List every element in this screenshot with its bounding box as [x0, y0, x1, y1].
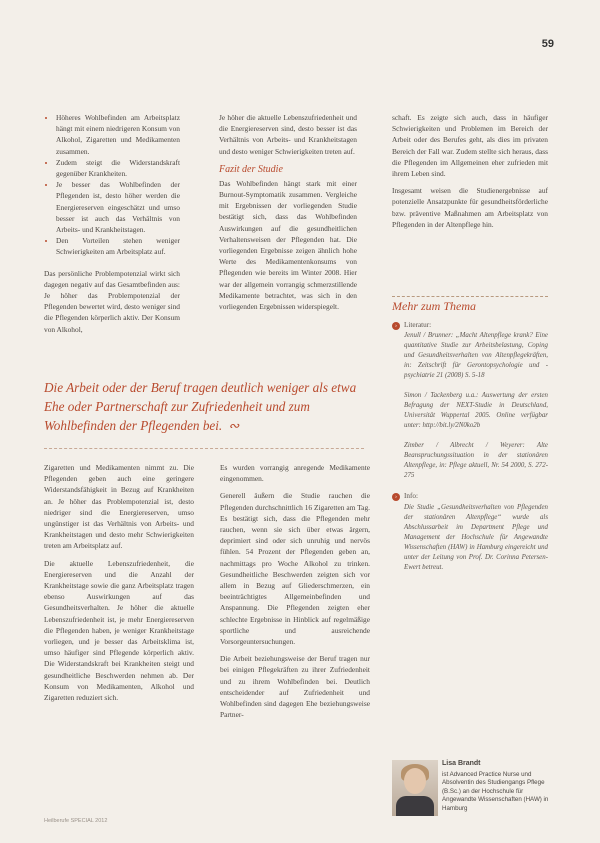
reference-item: Jenull / Brunner: „Macht Altenpflege krank? Eine quantitative Studie zur Arbeitsbelastung, Coping und Gesundheitsverhalten von Altenpflegekräften, in: Zeitschrift für Gerontopsychologie und -psychiatrie 21 (2008) S. 5-18 — [404, 332, 548, 380]
body-paragraph: Das Wohlbefinden hängt stark mit einer Burnout-Symptomatik zusammen. Vergleiche mit Ergebnissen der vorliegenden Studie bestätigt sich, dass das Wohlbefinden Auswirkungen auf die gesundheitlichen Verhaltensweisen der Pflegenden hat. Die vorliegenden Ergebnisse zeigen ähnlich hohe Werte des Medikamentenkonsums von Pflegenden wie bereits im Winter 2008. Hier war der allgemein vorrangig schmerzstillende Medikamente betrachtet, was sich in den vorliegenden Ergebnissen widerspiegelt. — [219, 178, 357, 312]
author-bio: ist Advanced Practice Nurse und Absolventin des Studiengangs Pflege (B.Sc.) an der Hochschule für Angewandte Wissenschaften (HAW) in Hamburg — [442, 770, 549, 812]
reference-item: Zimber / Albrecht / Weyerer: Alte Beanspruchungssituation in der stationären Altenpflege, in: Pflege aktuell, Nr. 54 2000, S. 272-275 — [404, 442, 548, 480]
body-paragraph: Die Arbeit beziehungsweise der Beruf tragen nur bei einigen Pflegekräften zu ihrer Zufriedenheit und zu ihrem Wohlbefinden bei. Deutlich entscheidender auf Zufriedenheit und Wohlbefinden sind dagegen Ehe beziehungsweise Partner- — [220, 654, 370, 720]
sidebar — [392, 296, 548, 583]
pull-quote — [44, 378, 374, 435]
list-item: • Höheres Wohlbefinden am Arbeitsplatz hängt mit einem niedrigeren Konsum von Alkohol, Zigaretten und Medikamenten zusammen. — [56, 112, 180, 157]
body-paragraph: Zigaretten und Medikamenten nimmt zu. Die Pflegenden geben auch eine geringere Widerstandsfähigkeit in Bezug auf Krankheiten an. Je höher das Problempotenzial ist, desto niedriger sind die Energiereserven, umso ungünstiger ist das Verhältnis von Arbeits- und Krankheitstagen und desto mehr Schwierigkeiten treten am Arbeitsplatz auf. — [44, 463, 194, 551]
body-paragraph: schaft. Es zeigte sich auch, dass in häufiger Schwierigkeiten und Problemen im Bereich der Arbeit oder des Berufes geht, als dies im privaten Bereich der Fall war. Zudem stellte sich heraus, dass die Pflegenden im Allgemeinen eher zufrieden mit ihrem Leben sind. — [392, 113, 548, 179]
col2-bottom — [220, 462, 370, 726]
author-photo — [392, 760, 438, 816]
page-number: 59 — [541, 38, 554, 50]
col3-top — [392, 112, 548, 236]
list-item: • Den Vorteilen stehen weniger Schwierigkeiten am Arbeitsplatz auf. — [56, 235, 180, 257]
info-heading — [392, 491, 548, 502]
section-subhead: Fazit der Studie — [219, 163, 283, 175]
body-paragraph: Die aktuelle Lebenszufriedenheit, die Energiereserven und die Anzahl der Krankheitstage sowie die ganz Arbeitsplatz tragen ebenso Auswirkungen auf das Gesundheitsverhalten. Je höher die aktuelle Lebenszufriedenheit ist, je mehr Energiereserven die Pflegenden haben, je weniger Krankheitstage vorliegen, und je besser das Arbeitsklima ist, umso häufiger sind Pflegende körperlich aktiv. Die Widerstandskraft bei Krankheiten steigt und gesundheitliche Beschwerden nehmen ab. Der Konsum von Medikamenten, Alkohol und Zigaretten reduziert sich. — [44, 558, 194, 703]
pull-quote-text: Die Arbeit oder der Beruf tragen deutlich weniger als etwa Ehe oder Partnerschaft zur Zufriedenheit und zum Wohlbefinden der Pflegenden bei. — [44, 380, 357, 433]
literature-label: Literatur: — [404, 321, 432, 330]
col1-bottom — [44, 462, 194, 709]
info-text: Die Studie „Gesundheitsverhalten von Pflegenden der stationären Altenpflege“ wurde als Abschlussarbeit im Department Pflege und Management der Hochschule für Angewandte Wissenschaften (HAW) in Hamburg eingereicht und unter der Leitung von Prof. Dr. Corinna Petersen-Ewert betreut. — [404, 503, 548, 571]
col1-top — [44, 112, 180, 341]
literature-heading — [392, 320, 548, 331]
list-item: • Zudem steigt die Widerstandskraft gegenüber Krankheiten. — [56, 157, 180, 179]
author-name: Lisa Brandt — [442, 760, 481, 767]
bullet-list — [44, 112, 180, 258]
body-paragraph: Je höher die aktuelle Lebenszufriedenheit und die Energiereserven sind, desto besser ist das Verhältnis von Arbeits- und Krankheitstagen und desto weniger Schwierigkeiten treten auf. — [219, 113, 357, 156]
list-item: • Je besser das Wohlbefinden der Pflegenden ist, desto höher werden die Energiereserven eingeschätzt und umso besser ist auch das Verhältnis von Arbeits- und Krankheitstagen. — [56, 179, 180, 235]
arrow-icon: › — [392, 322, 400, 330]
sidebar-title: Mehr zum Thema — [392, 296, 548, 312]
info-label: Info: — [404, 492, 418, 501]
page-footer: Heilberufe SPECIAL 2012 — [44, 818, 108, 824]
body-paragraph: Generell äußern die Studie rauchen die Pflegenden durchschnittlich 16 Zigaretten am Tag. Es bestätigt sich, dass die Pflegenden mehr rauchen, wenn sie sich über etwas ärgern, deprimiert sind oder sich unruhig und nervös fühlen. 54 Prozent der Pflegenden geben an, nachmittags pro Woche Alkohol zu trinken. Gesundheitliche Beschwerden zeigten sich vor allem in Bezug auf Gliederschmerzen, ein beeinträchtigtes Allgemeinbefinden und Anspannung. Die Pflegenden zeigten eher schlechte Ergebnisse in Hinblick auf regelmäßige sportliche und ausreichende Vorsorgeuntersuchungen. — [220, 491, 370, 647]
quote-divider — [44, 448, 364, 449]
author-box — [442, 760, 550, 813]
reference-item: Simon / Tackenberg u.a.: Auswertung der ersten Befragung der NEXT-Studie in Deutschland, Universität Wuppertal 2005. Online verfügbar unter: http://bit.ly/2N0ko2b — [404, 392, 548, 430]
arrow-icon: › — [392, 493, 400, 501]
col2-top — [219, 112, 357, 318]
body-paragraph: Insgesamt weisen die Studienergebnisse auf potenzielle Ansatzpunkte für gesundheitsförderliche bzw. präventive Maßnahmen am Arbeitsplatz von Pflegenden in der Altenpflege hin. — [392, 186, 548, 229]
squiggle-icon: ∾ — [228, 418, 240, 433]
body-paragraph: Es wurden vorrangig anregende Medikamente eingenommen. — [220, 463, 370, 484]
body-paragraph: Das persönliche Problempotenzial wirkt sich dagegen negativ auf das Gesamtbefinden aus: Je höher das Problempotenzial der Pflegenden bewertet wird, desto weniger sind die Pflegenden körperlich aktiv. Der Konsum von Alkohol, — [44, 268, 180, 334]
